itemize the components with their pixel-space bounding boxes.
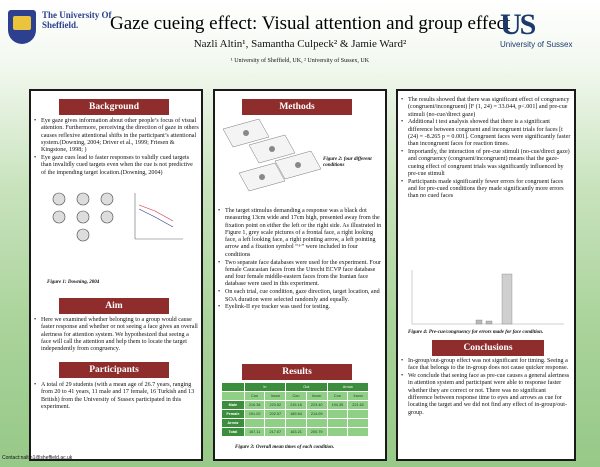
list-item: • A total of 29 students (with a mean age of 26.7 years, ranging from 20 to 41 years, 11 male and 17 female, 16 Turkish and 13 British) from the University of Sussex participated in this experiment. <box>33 382 199 411</box>
list-item: • Two separate face databases were used for the experiment. Four female Caucasian faces from the Utrecht ECVP face database and four female middle-eastern faces from the Iranian face database were used in this experiment. <box>217 260 383 289</box>
methods-heading: Methods <box>242 99 352 115</box>
column-right <box>396 89 576 461</box>
list-item: • We conclude that seeing face as pre-cue causes a general alertness in attention system and participant were able to response faster whether they are correct or not. There was no significant difference between response time to eyes and arrows as cue for locating the target and we did not find any effect of in-group/out-group. <box>400 373 572 417</box>
list-item: • Here we examined whether belonging to a group would cause faster response and whether or not seeing a face gives an overall alertness for attention system. We hypothesized that seeing a face will call the attention and help them to locate the target independently from congruency. <box>33 317 199 353</box>
participants-list <box>33 382 199 412</box>
figure-4-caption: Figure 4: Pre-cue/congruency for errors made for face condition. <box>408 330 544 335</box>
discussion-list <box>400 97 572 201</box>
table-row: Female 191.02 202.57 189.64 214.09 <box>222 410 369 419</box>
contact-email: Contact:naltin1@sheffield.ac.uk <box>2 455 73 461</box>
conclusions-heading: Conclusions <box>432 340 544 356</box>
table-row: Male 216.36 220.52 215.16 223.40 194.35 221.62 <box>222 401 369 410</box>
results-table <box>221 382 369 437</box>
errors-figure <box>406 266 568 328</box>
list-item: • Eye gaze gives information about other people’s focus of visual attention. Furthermore, perceiving the direction of gaze in others causes reflexive attentional shifts in the participant’s attentional system.(Downing, 2004; Driver et al., 1999; Friesen & Kingstone, 1998; ) <box>33 118 199 154</box>
table-row: Arrow <box>222 419 369 428</box>
sheffield-logo-text: The University Of Sheffield. <box>42 10 112 30</box>
background-heading: Background <box>59 99 169 115</box>
results-heading: Results <box>242 364 352 380</box>
aim-list <box>33 317 199 354</box>
background-list <box>33 118 199 177</box>
list-item: • Additional t test analysis showed that there is a significant difference between congruent and incongruent trials for faces [t (24) = -8.265 p = 0.001]. Congruent faces were significantly faster than incongruent faces for reaction times. <box>400 119 572 148</box>
list-item: • In-group/out-group effect was not significant for timing. Seeing a face that belongs to the in-group does not cause quicker response. <box>400 358 572 373</box>
poster-header <box>0 0 600 80</box>
poster-affiliations: ¹ University of Sheffield, UK, ² University of Sussex, UK <box>230 58 370 64</box>
figure-1-caption: Figure 1: Downing, 2004 <box>47 280 100 285</box>
list-item: • Importantly, the interaction of pre-cue stimuli (no-cue/direct gaze) and congruency (congruent/incongruent) means that the gaze-cueing effect of congruent trials was significantly influenced by pre-cue stimuli <box>400 149 572 178</box>
list-item: • Participants made significantly fewer errors for congruent faces and for pre-cued conditions they made significantly more errors than no cued faces <box>400 179 572 201</box>
aim-heading: Aim <box>59 298 169 314</box>
methods-list <box>217 208 383 312</box>
list-item: • On each trial, cue condition, gaze direction, target location, and SOA duration were selected randomly and equally. <box>217 289 383 304</box>
shield-icon <box>8 10 36 44</box>
group-header: Arrow <box>327 383 368 392</box>
poster-authors: Nazli Altin¹, Samantha Culpeck² & Jamie Ward² <box>193 38 407 50</box>
list-item: • Eyelink-II eye tracker was used for testing. <box>217 304 383 311</box>
conditions-figure <box>219 115 323 203</box>
participants-heading: Participants <box>59 362 169 378</box>
sussex-logo-text: University of Sussex <box>500 40 573 49</box>
list-item: • The target stimulus demanding a response was a black dot measuring 13cm wide and 17cm high, presented away from the fixation point on either the left or the right side. As illustrated in Figure 1, grey scale pictures of a frontal face, a right looking face, a left looking face, a right pointing arrow, a left pointing arrow and a fixation symbol “+” were included in four conditions <box>217 208 383 259</box>
figure-3-caption: Figure 3: Overall mean times of each condition. <box>235 445 335 450</box>
conclusions-list <box>400 358 572 417</box>
list-item: • Eye gaze cues lead to faster responses to validly cued targets than invalidly cued targets even when the cue is not predictive of the impending target location.(Downing, 2004) <box>33 155 199 177</box>
figure-2-caption: Figure 2: four different conditions <box>323 157 372 168</box>
poster-title: Gaze cueing effect: Visual attention and group effect <box>110 13 511 34</box>
sussex-logo-mark: US <box>500 8 535 41</box>
column-left <box>29 89 203 461</box>
table-row <box>222 383 369 392</box>
group-header: Out <box>286 383 327 392</box>
group-header: In <box>244 383 285 392</box>
table-row: Total 167.11 217.67 163.21 200.79 <box>222 428 369 437</box>
sussex-logo <box>496 10 596 60</box>
list-item: • The results showed that there was significant effect of congruency (congruent/incongruent) [F (1, 24) = 33.044, p<.001] and pre-cue stimuli (no-cue/direct gaze) <box>400 97 572 119</box>
sheffield-logo <box>8 10 112 56</box>
downing-figure <box>45 187 187 245</box>
table-row: Con Incon Con Incon Con Incon <box>222 392 369 401</box>
column-middle <box>213 89 387 461</box>
